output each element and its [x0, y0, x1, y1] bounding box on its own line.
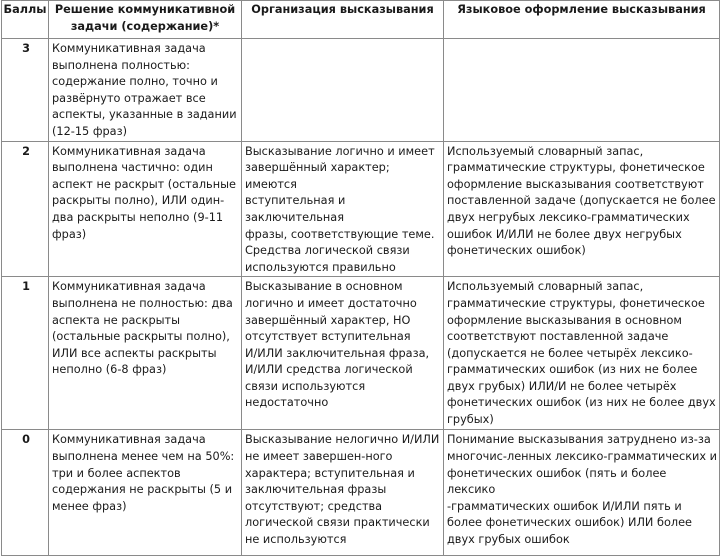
header-language: Языковое оформление высказывания — [444, 1, 720, 39]
table-row — [2, 277, 720, 430]
language-cell: Понимание высказывания затруднено из-за многочис-ленных лексико-грамматических и фонетических ошибок (пять и более лексико -грамматических ошибок И/ИЛИ пять и более фонетических ошибок) ИЛИ более двух грубых ошибок — [444, 430, 720, 556]
table-row — [2, 430, 720, 556]
content-cell: Коммуникативная задача выполнена менее чем на 50%: три и более аспектов содержания не раскрыты (5 и менее фраз) — [49, 430, 242, 556]
content-cell: Коммуникативная задача выполнена частично: один аспект не раскрыт (остальные раскрыты полно), ИЛИ один- два раскрыты неполно (9-11 фраз) — [49, 141, 242, 277]
organization-cell: Высказывание в основном логично и имеет достаточно завершённый характер, НО отсутствует вступительная И/ИЛИ заключительная фраза, И/ИЛИ средства логической связи используются недостаточно — [242, 277, 444, 430]
header-content: Решение коммуникативной задачи (содержание)* — [49, 1, 242, 39]
header-score: Баллы — [2, 1, 49, 39]
score-cell: 2 — [2, 141, 49, 277]
organization-cell — [242, 39, 444, 142]
table-row — [2, 141, 720, 277]
score-cell: 3 — [2, 39, 49, 142]
score-cell: 0 — [2, 430, 49, 556]
assessment-criteria-table — [1, 0, 720, 556]
content-cell: Коммуникативная задача выполнена не полностью: два аспекта не раскрыты (остальные раскрыты полно), ИЛИ все аспекты раскрыты неполно (6-8 фраз) — [49, 277, 242, 430]
language-cell — [444, 39, 720, 142]
language-cell: Используемый словарный запас, грамматические структуры, фонетическое оформление высказывания соответствуют поставленной задаче (допускается не более двух негрубых лексико-грамматических ошибок И/ИЛИ не более двух негрубых фонетических ошибок) — [444, 141, 720, 277]
content-cell: Коммуникативная задача выполнена полностью: содержание полно, точно и развёрнуто отражает все аспекты, указанные в задании (12-15 фраз) — [49, 39, 242, 142]
header-organization: Организация высказывания — [242, 1, 444, 39]
organization-cell: Высказывание логично и имеет завершённый характер; имеются вступительная и заключительная фразы, соответствующие теме. Средства логической связи используются правильно — [242, 141, 444, 277]
language-cell: Используемый словарный запас, грамматические структуры, фонетическое оформление высказывания в основном соответствуют поставленной задаче (допускается не более четырёх лексико- грамматических ошибок (из них не более двух грубых) ИЛИ/И не более четырёх фонетических ошибок (из них не более двух грубых) — [444, 277, 720, 430]
score-cell: 1 — [2, 277, 49, 430]
header-row — [2, 1, 720, 39]
table-row — [2, 39, 720, 142]
organization-cell: Высказывание нелогично И/ИЛИ не имеет завершен-ного характера; вступительная и заключительная фразы отсутствуют; средства логической связи практически не используются — [242, 430, 444, 556]
